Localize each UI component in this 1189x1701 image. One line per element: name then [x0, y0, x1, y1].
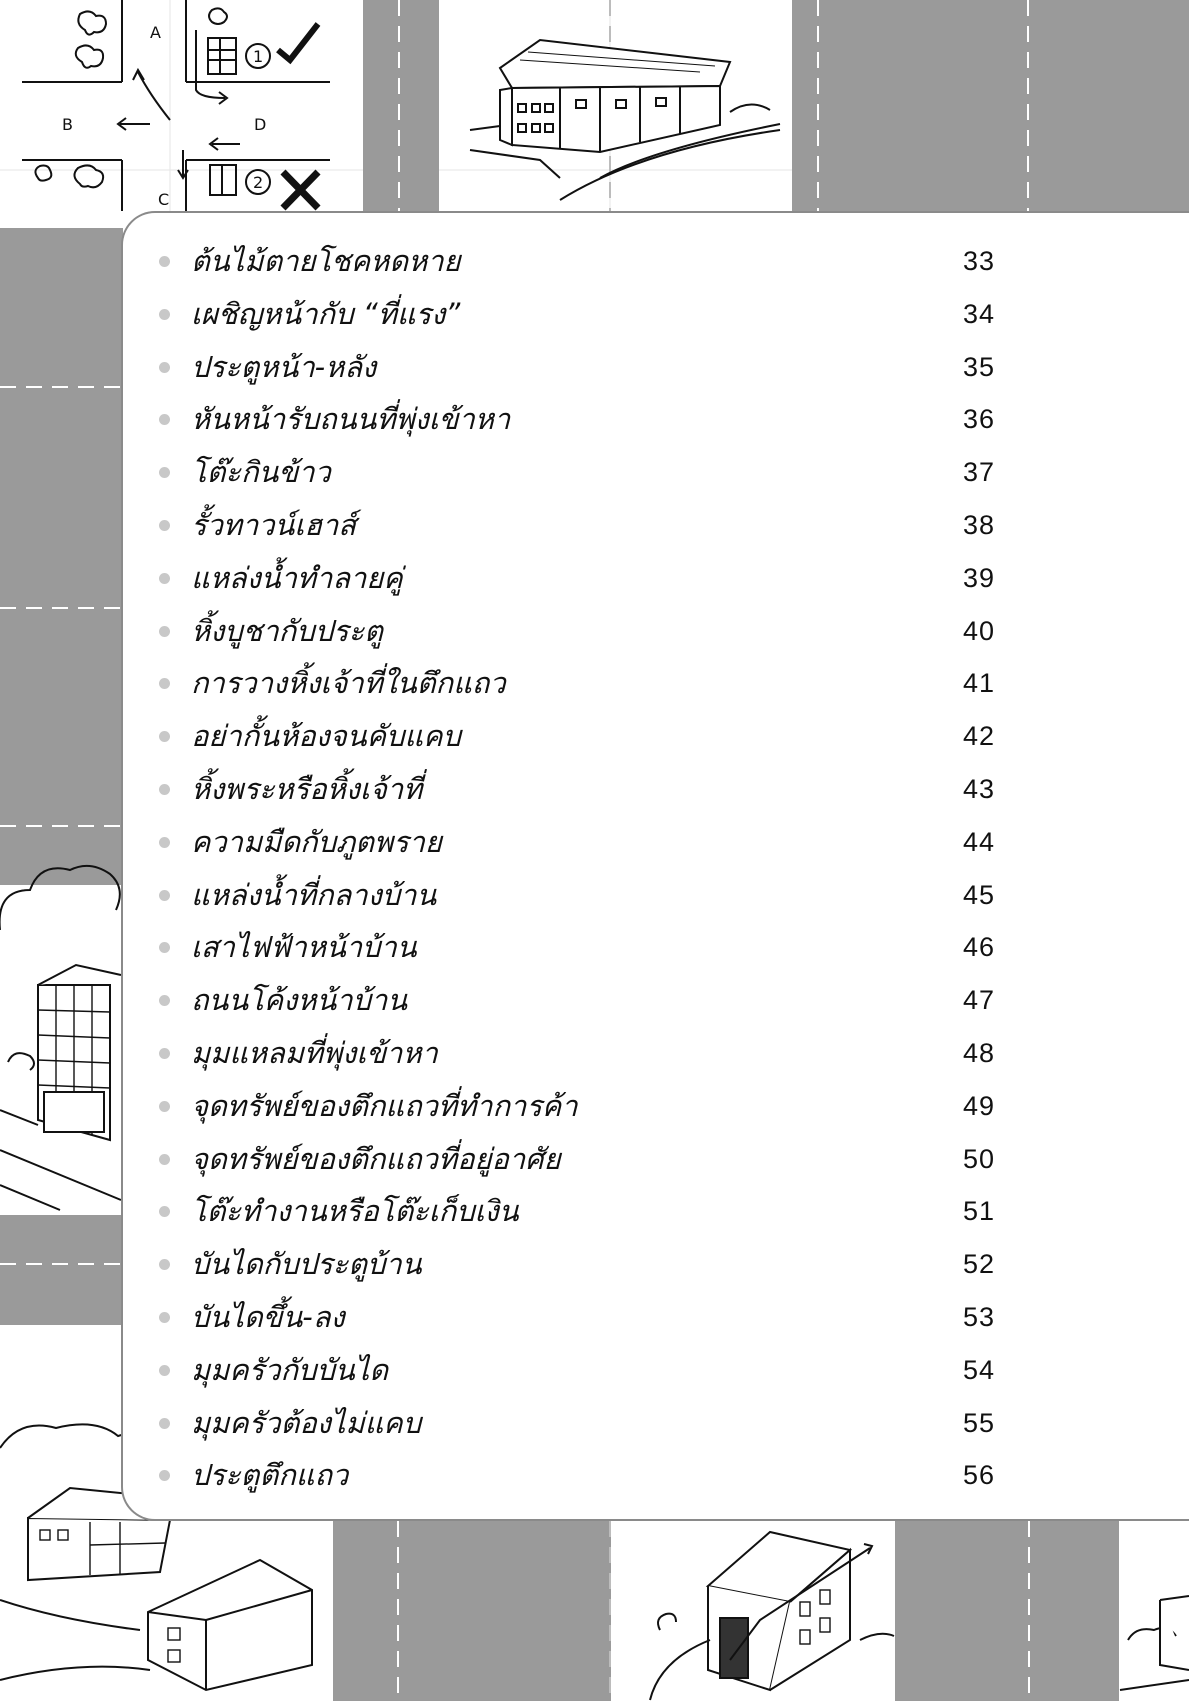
toc-item-page-number: 51 — [962, 1196, 995, 1227]
toc-item[interactable] — [123, 393, 1189, 445]
toc-item-title: บันไดกับประตูบ้าน — [191, 1247, 422, 1282]
toc-item-page-number: 36 — [962, 404, 995, 435]
toc-item-title: โต๊ะทำงานหรือโต๊ะเก็บเงิน — [191, 1194, 519, 1229]
toc-item[interactable] — [123, 1449, 1189, 1501]
toc-item-page-number: 52 — [962, 1249, 995, 1280]
toc-item-title: ถนนโค้งหน้าบ้าน — [191, 983, 408, 1018]
toc-item-title: หิ้งบูชากับประตู — [191, 613, 384, 648]
diagram-label-1: 1 — [253, 47, 264, 66]
bullet-icon — [159, 890, 170, 901]
toc-item-page-number: 49 — [962, 1090, 995, 1121]
bullet-icon — [159, 1259, 170, 1270]
toc-item-title: จุดทรัพย์ของตึกแถวที่ทำการค้า — [191, 1088, 578, 1123]
toc-item-page-number: 50 — [962, 1143, 995, 1174]
diagram-label-c: C — [158, 190, 170, 209]
bullet-icon — [159, 1154, 170, 1165]
toc-item-page-number: 40 — [962, 615, 995, 646]
toc-item-title: ประตูตึกแถว — [191, 1458, 349, 1493]
bullet-icon — [159, 1470, 170, 1481]
toc-item-page-number: 43 — [962, 774, 995, 804]
diagram-label-2: 2 — [253, 173, 264, 192]
toc-item[interactable] — [123, 499, 1189, 551]
bullet-icon — [159, 256, 170, 267]
glass-building-illustration — [0, 866, 121, 1215]
toc-item-title: โต๊ะกินข้าว — [191, 455, 331, 490]
toc-item-title: เสาไฟฟ้าหน้าบ้าน — [191, 930, 417, 965]
toc-item-title: มุมแหลมที่พุ่งเข้าหา — [191, 1036, 438, 1070]
toc-item-title: ต้นไม้ตายโชคหดหาย — [191, 244, 461, 278]
toc-item[interactable] — [123, 341, 1189, 393]
toc-item[interactable] — [123, 288, 1189, 340]
house-arrow-illustration — [611, 1521, 895, 1701]
toc-item[interactable] — [123, 710, 1189, 762]
bullet-icon — [159, 1312, 170, 1323]
toc-item-page-number: 44 — [962, 826, 995, 857]
bullet-icon — [159, 1101, 170, 1112]
toc-item-page-number: 53 — [962, 1302, 995, 1332]
toc-panel — [121, 211, 1189, 1521]
bullet-icon — [159, 1206, 170, 1217]
toc-item[interactable] — [123, 1027, 1189, 1079]
partial-building-illustration — [1119, 1521, 1189, 1701]
bullet-icon — [159, 942, 170, 953]
toc-item-page-number: 34 — [962, 298, 995, 329]
toc-item-page-number: 38 — [962, 510, 995, 540]
toc-item-page-number: 47 — [962, 985, 995, 1016]
toc-item-page-number: 46 — [962, 932, 995, 963]
toc-item[interactable] — [123, 1291, 1189, 1343]
toc-item[interactable] — [123, 605, 1189, 657]
top-road-bands — [363, 0, 1189, 211]
toc-item[interactable] — [123, 1133, 1189, 1185]
toc-item[interactable] — [123, 1238, 1189, 1290]
diagram-label-a: A — [150, 23, 161, 42]
toc-item[interactable] — [123, 1080, 1189, 1132]
toc-item-page-number: 54 — [962, 1354, 995, 1385]
toc-item-page-number: 48 — [962, 1038, 995, 1068]
toc-item-title: รั้วทาวน์เฮาส์ — [191, 508, 356, 542]
toc-item-title: จุดทรัพย์ของตึกแถวที่อยู่อาศัย — [191, 1141, 561, 1176]
bullet-icon — [159, 467, 170, 478]
toc-item-page-number: 33 — [962, 246, 995, 276]
toc-item-page-number: 41 — [962, 668, 995, 699]
bullet-icon — [159, 1418, 170, 1429]
toc-item[interactable] — [123, 816, 1189, 868]
toc-item-page-number: 42 — [962, 721, 995, 752]
toc-item[interactable] — [123, 763, 1189, 815]
toc-item[interactable] — [123, 1397, 1189, 1449]
toc-item[interactable] — [123, 552, 1189, 604]
toc-item[interactable] — [123, 235, 1189, 287]
bullet-icon — [159, 362, 170, 373]
toc-item-title: การวางหิ้งเจ้าที่ในตึกแถว — [191, 666, 506, 701]
bullet-icon — [159, 414, 170, 425]
bullet-icon — [159, 626, 170, 637]
toc-item-title: บันไดขึ้น-ลง — [191, 1300, 345, 1334]
diagram-label-d: D — [254, 115, 267, 134]
toc-item-page-number: 35 — [962, 351, 995, 382]
toc-item[interactable] — [123, 1185, 1189, 1237]
toc-item[interactable] — [123, 446, 1189, 498]
toc-item-title: ความมืดกับภูตพราย — [191, 824, 442, 859]
diagram-label-b: B — [62, 115, 73, 134]
toc-item-title: อย่ากั้นห้องจนคับแคบ — [191, 719, 461, 754]
toc-item-title: แหล่งน้ำที่กลางบ้าน — [191, 877, 437, 912]
toc-item-title: ประตูหน้า-หลัง — [191, 349, 377, 384]
toc-item-title: เผชิญหน้ากับ “ที่แรง” — [191, 296, 461, 331]
bullet-icon — [159, 784, 170, 795]
bullet-icon — [159, 520, 170, 531]
bullet-icon — [159, 573, 170, 584]
toc-item[interactable] — [123, 1344, 1189, 1396]
bullet-icon — [159, 309, 170, 320]
toc-item-title: หิ้งพระหรือหิ้งเจ้าที่ — [191, 772, 423, 806]
row-house-illustration — [470, 40, 780, 200]
toc-item[interactable] — [123, 974, 1189, 1026]
bullet-icon — [159, 678, 170, 689]
toc-item[interactable] — [123, 921, 1189, 973]
bullet-icon — [159, 731, 170, 742]
toc-item-page-number: 37 — [962, 457, 995, 488]
bullet-icon — [159, 837, 170, 848]
toc-item-page-number: 56 — [962, 1460, 995, 1491]
road-junction-diagram — [22, 0, 330, 211]
toc-item-page-number: 45 — [962, 879, 995, 910]
toc-item-page-number: 39 — [962, 562, 995, 593]
toc-item-title: มุมครัวกับบันได — [191, 1352, 389, 1387]
toc-item[interactable] — [123, 869, 1189, 921]
bullet-icon — [159, 1365, 170, 1376]
toc-item-title: มุมครัวต้องไม่แคบ — [191, 1405, 422, 1440]
toc-item-title: แหล่งน้ำทำลายคู่ — [191, 560, 403, 595]
toc-item[interactable] — [123, 657, 1189, 709]
toc-item-page-number: 55 — [962, 1407, 995, 1438]
bullet-icon — [159, 995, 170, 1006]
toc-item-title: หันหน้ารับถนนที่พุ่งเข้าหา — [191, 402, 511, 437]
bullet-icon — [159, 1048, 170, 1059]
